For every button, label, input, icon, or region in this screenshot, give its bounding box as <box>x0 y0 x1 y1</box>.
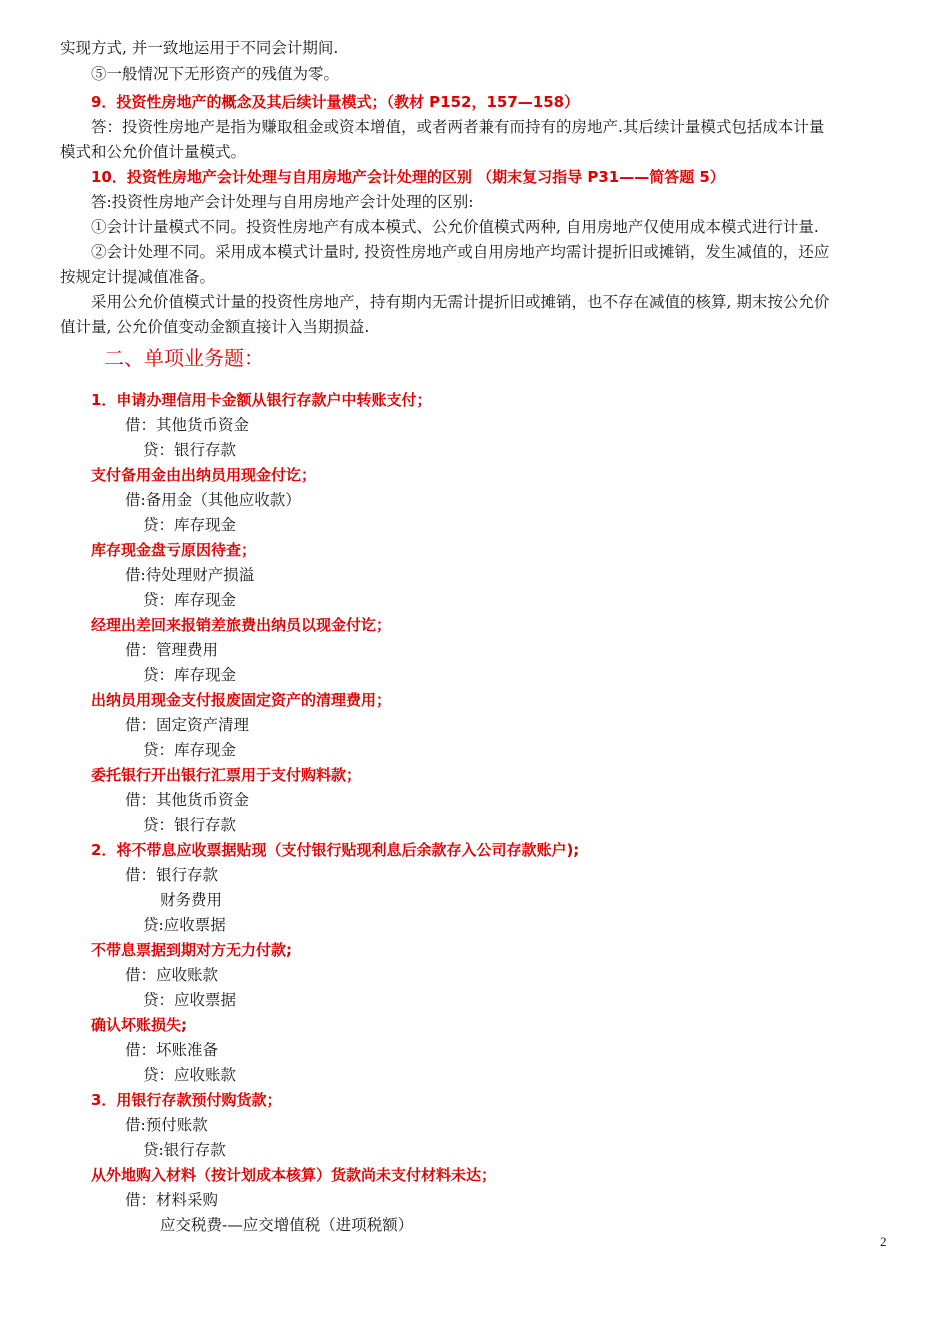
text-line: 应交税费-—应交增值税（进项税额） <box>160 1216 414 1234</box>
text-line: 实现方式, 并一致地运用于不同会计期间. <box>60 39 339 57</box>
question-title: 2．将不带息应收票据贴现（支付银行贴现利息后余款存入公司存款账户); <box>91 841 580 859</box>
text-line: 贷：库存现金 <box>143 591 237 609</box>
text-line: 贷：库存现金 <box>143 516 237 534</box>
text-line: 贷：库存现金 <box>143 666 237 684</box>
text-line: 贷：库存现金 <box>143 741 237 759</box>
text-line: 借:备用金（其他应收款） <box>125 491 301 509</box>
text-line: 借：材料采购 <box>125 1191 219 1209</box>
text-line: 采用公允价值模式计量的投资性房地产，持有期内无需计提折旧或摊销，也不存在减值的核算, 期末按公允价 <box>91 293 830 311</box>
text-line: 借：应收账款 <box>125 966 219 984</box>
question-title: 库存现金盘亏原因待查； <box>91 541 257 559</box>
page-number: 2 <box>880 1234 887 1249</box>
text-line: 贷：应收账款 <box>143 1066 237 1084</box>
question-title: 支付备用金由出纳员用现金付讫； <box>91 466 317 484</box>
text-line: 借:预付账款 <box>125 1116 208 1134</box>
text-line: 贷:银行存款 <box>143 1141 226 1159</box>
question-title: 不带息票据到期对方无力付款; <box>91 941 292 959</box>
text-line: 贷:应收票据 <box>143 916 226 934</box>
question-title: 经理出差回来报销差旅费出纳员以现金付讫； <box>91 616 392 634</box>
question-title: 3．用银行存款预付购货款； <box>91 1091 282 1109</box>
text-line: ①会计计量模式不同。投资性房地产有成本模式、公允价值模式两种, 自用房地产仅使用成本模式进行计量. <box>91 218 819 236</box>
text-line: 模式和公允价值计量模式。 <box>60 143 247 161</box>
text-line: 贷：应收票据 <box>143 991 237 1009</box>
question-title: 确认坏账损失; <box>91 1016 187 1034</box>
question-title: 10．投资性房地产会计处理与自用房地产会计处理的区别 （期末复习指导 P31——简答题 5） <box>91 168 725 186</box>
text-line: ⑤一般情况下无形资产的残值为零。 <box>91 65 340 83</box>
text-line: ②会计处理不同。采用成本模式计量时, 投资性房地产或自用房地产均需计提折旧或摊销，发生减值的，还应 <box>91 243 830 261</box>
text-line: 借:待处理财产损溢 <box>125 566 255 584</box>
text-line: 答:投资性房地产会计处理与自用房地产会计处理的区别: <box>91 193 474 211</box>
text-line: 借：固定资产清理 <box>125 716 250 734</box>
text-line: 借：银行存款 <box>125 866 219 884</box>
question-title: 出纳员用现金支付报废固定资产的清理费用； <box>91 691 392 709</box>
question-title: 从外地购入材料（按计划成本核算）货款尚未支付材料未达； <box>91 1166 497 1184</box>
section-heading: 二、单项业务题： <box>104 346 264 370</box>
text-line: 贷：银行存款 <box>143 816 237 834</box>
text-line: 借：其他货币资金 <box>125 791 250 809</box>
text-line: 借：管理费用 <box>125 641 219 659</box>
text-line: 财务费用 <box>160 891 223 909</box>
question-title: 1．申请办理信用卡金额从银行存款户中转账支付； <box>91 391 432 409</box>
question-title: 9．投资性房地产的概念及其后续计量模式；（教材 P152，157—158） <box>91 93 580 111</box>
text-line: 贷：银行存款 <box>143 441 237 459</box>
text-line: 借：坏账准备 <box>125 1041 219 1059</box>
text-line: 按规定计提减值准备。 <box>60 268 216 286</box>
question-title: 委托银行开出银行汇票用于支付购料款； <box>91 766 362 784</box>
text-line: 答：投资性房地产是指为赚取租金或资本增值，或者两者兼有而持有的房地产.其后续计量模式包括成本计量 <box>91 118 825 136</box>
text-line: 值计量, 公允价值变动金额直接计入当期损益. <box>60 318 370 336</box>
text-line: 借：其他货币资金 <box>125 416 250 434</box>
